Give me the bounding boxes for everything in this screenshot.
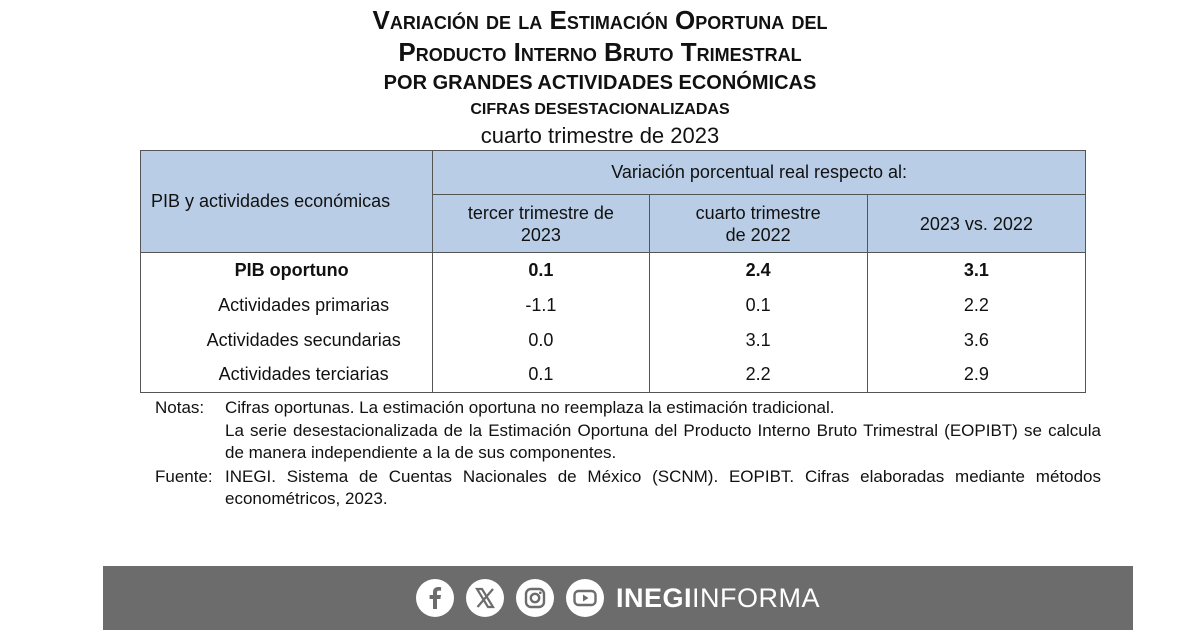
table-row-primarias: [141, 288, 1086, 323]
col-header-q4-line2: de 2022: [725, 224, 791, 245]
cell-value: 2.2: [649, 358, 867, 393]
footer-bar: [103, 566, 1133, 630]
cell-value: 2.2: [867, 288, 1085, 323]
notes-row: [155, 397, 1101, 465]
cell-value: 2.9: [867, 358, 1085, 393]
title-block: [0, 4, 1200, 150]
table-row-secundarias: [141, 323, 1086, 358]
title-period: cuarto trimestre de 2023: [480, 123, 720, 148]
row-label: Actividades primarias: [141, 288, 433, 323]
table-row-terciarias: [141, 358, 1086, 393]
cell-value: 0.1: [649, 288, 867, 323]
source-body: INEGI. Sistema de Cuentas Nacionales de México (SCNM). EOPIBT. Cifras elaboradas mediante métodos econométricos, 2023.: [225, 466, 1101, 508]
title-line-3: POR GRANDES ACTIVIDADES ECONÓMICAS: [383, 72, 817, 94]
cell-value: 0.1: [433, 253, 649, 288]
row-label: Actividades terciarias: [141, 358, 433, 393]
col-header-q3-line1: tercer trimestre de: [467, 202, 614, 223]
col-header-q3-line2: 2023: [520, 224, 561, 245]
title-line-4: CIFRAS DESESTACIONALIZADAS: [470, 101, 730, 118]
row-label: Actividades secundarias: [141, 323, 433, 358]
title-line-1: Variación de la Estimación Oportuna del: [372, 5, 828, 35]
brand-bold: INEGI: [615, 582, 692, 613]
cell-value: 0.1: [433, 358, 649, 393]
cell-value: 2.4: [649, 253, 867, 288]
youtube-icon[interactable]: [566, 579, 604, 617]
data-table: [140, 150, 1086, 393]
col-header-annual: [867, 195, 1085, 253]
col-header-annual-line1: 2023 vs. 2022: [919, 213, 1033, 234]
note-2: La serie desestacionalizada de la Estimación Oportuna del Producto Interno Bruto Trimestral (EOPIBT) se calcula de manera independiente a la de sus componentes.: [225, 420, 1101, 462]
cell-value: 3.6: [867, 323, 1085, 358]
note-1: Cifras oportunas. La estimación oportuna no reemplaza la estimación tradicional.: [225, 398, 835, 417]
col-header-q3-2023: [433, 195, 649, 253]
row-label: PIB oportuno: [141, 253, 433, 288]
x-icon[interactable]: [466, 579, 504, 617]
col-header-main: PIB y actividades económicas: [141, 151, 433, 253]
table-row-pib: [141, 253, 1086, 288]
source-row: [155, 466, 1101, 511]
cell-value: -1.1: [433, 288, 649, 323]
cell-value: 0.0: [433, 323, 649, 358]
notes: [155, 397, 1101, 511]
brand-logo[interactable]: [616, 583, 820, 614]
cell-value: 3.1: [649, 323, 867, 358]
notes-label: Notas:: [155, 398, 205, 417]
source-label: Fuente:: [155, 466, 213, 486]
cell-value: 3.1: [867, 253, 1085, 288]
col-header-q4-line1: cuarto trimestre: [695, 202, 821, 223]
brand-light: INFORMA: [692, 582, 820, 613]
col-header-group: Variación porcentual real respecto al:: [433, 151, 1086, 195]
facebook-icon[interactable]: [416, 579, 454, 617]
instagram-icon[interactable]: [516, 579, 554, 617]
social-links: [416, 579, 820, 617]
title-line-2: Producto Interno Bruto Trimestral: [398, 37, 802, 67]
col-header-q4-2022: [649, 195, 867, 253]
notes-body: [225, 397, 1101, 465]
